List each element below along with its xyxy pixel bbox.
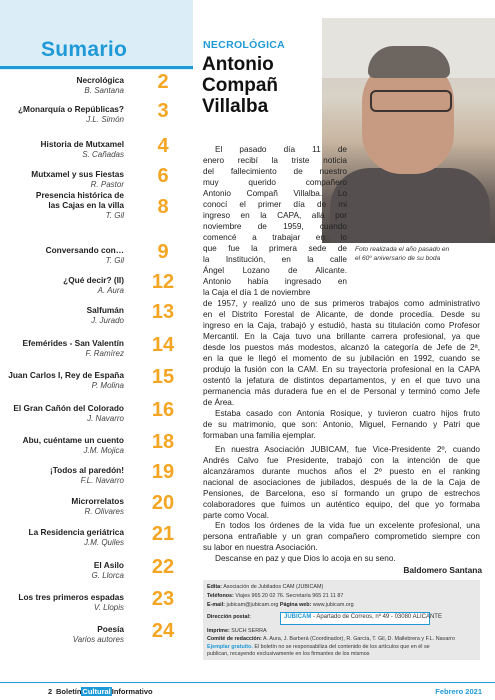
toc-item-author: R. Pastor [90, 180, 124, 189]
text-line: En todos los órdenes de la vida fue un excelente profesional, una [215, 521, 480, 530]
web-link[interactable]: www.jubicam.org [312, 602, 354, 608]
text-line: su labor en nuestra Asociación. [203, 543, 318, 552]
toc-item-title: Salfumán [86, 305, 124, 315]
toc-item-title: Presencia histórica de [35, 190, 124, 200]
toc-item-author: J.M. Quiles [83, 538, 124, 547]
text-line: de su matrimonio, que son: Antonio, Miguel, Fernando y Patri que [203, 420, 480, 429]
toc-item-author: F. Ramírez [85, 349, 124, 358]
toc-item-page: 18 [151, 431, 175, 453]
text-line: permanencia más duradera fue en el de Personal y terminó como Jefe [203, 387, 480, 396]
issue-date: Febrero 2021 [435, 687, 482, 696]
toc-item-author: P. Molina [91, 381, 124, 390]
toc-item-author: Varios autores [72, 635, 124, 644]
toc-item-page: 6 [157, 165, 169, 187]
text-line: Descanse en paz y que Dios lo acoja en su seno. [215, 554, 396, 563]
toc-item-author: J. Navarro [87, 414, 124, 423]
portrait-photo [322, 18, 495, 243]
text-line: persona entrañable y un gran compañero comprometido siempre con [203, 532, 480, 541]
text-line: El pasado día 11 de [215, 145, 347, 154]
toc-item-page: 13 [151, 301, 175, 323]
text-line: en el Distrito Forestal de Alicante, de donde procedía. Desde su [203, 310, 480, 319]
toc-item-page: 4 [157, 135, 169, 157]
paragraph-5 [203, 553, 480, 564]
toc-item-title: La Residencia geriátrica [28, 527, 124, 537]
toc-item-page: 16 [151, 399, 175, 421]
text-line: formaban una familia ejemplar. [203, 431, 316, 440]
toc-item-title: las Cajas en la villa [48, 200, 124, 210]
toc-item-title: Mutxamel y sus Fiestas [31, 169, 124, 179]
toc-item-page: 22 [151, 556, 175, 578]
paragraph-4 [203, 520, 480, 553]
table-of-contents [0, 0, 193, 682]
toc-item-page: 2 [157, 71, 169, 93]
text-line: Antonio Compañ Villalba. Lo [203, 189, 347, 198]
toc-item-title: El Asilo [93, 560, 124, 570]
toc-item-title: ¡Todos al paredón! [49, 465, 124, 475]
credits-email: E-mail: jubicam@jubicam.org Página web: www.jubicam.org [207, 602, 354, 608]
text-line: la Institución, en la calle [203, 255, 347, 264]
email-link[interactable]: jubicam@jubicam.org [226, 602, 279, 608]
toc-item[interactable] [0, 620, 193, 660]
toc-item-author: V. Llopis [93, 603, 124, 612]
page-footer [0, 682, 495, 700]
text-line: del fallecimiento de nuestro [203, 167, 347, 176]
toc-item-title: Juan Carlos I, Rey de España [8, 370, 124, 380]
toc-item-author: T. Gil [105, 256, 124, 265]
text-line: parte como Vocal. [203, 511, 270, 520]
text-line: produjo la fusión con la CAM. En su trayectoria profesional en la CAPA [203, 365, 480, 374]
toc-item-author: S. Cañadas [82, 150, 124, 159]
text-line: ingreso en la CAPA, allá por [203, 211, 347, 220]
credits-committee: Comité de redacción: A. Aura, J. Barberá (Coordinador), R. García, T. Gil, D. Mallebrera y F.L. Navarro [207, 636, 455, 642]
toc-item-title: Necrológica [76, 75, 124, 85]
paragraph-3 [203, 444, 480, 521]
credits-disclaimer-2: publican, recayendo exclusivamente en los firmantes de los mismos [207, 651, 370, 657]
toc-item-title: Abu, cuéntame un cuento [22, 435, 124, 445]
text-line: conocí el primer día de mi [203, 200, 347, 209]
toc-item-title: El Gran Cañón del Colorado [13, 403, 124, 413]
toc-item-author: T. Gil [105, 211, 124, 220]
publication-name: BoletínCulturalInformativo [56, 687, 153, 696]
toc-item-author: J.M. Mojica [83, 446, 124, 455]
credits-edita: Edita: Asociación de Jubilados CAM (JUBICAM) [207, 584, 324, 590]
toc-item-page: 21 [151, 523, 175, 545]
paragraph-1-narrow [203, 144, 347, 298]
text-line: ingreso en la Caja, trabajó y estudió, hasta su titulación como Profesor [203, 321, 480, 330]
text-line: en la que le llegó el momento de su jubilación en 1992, cuando se [203, 354, 480, 363]
toc-item-title: Conversando con… [45, 245, 124, 255]
text-line: desde los puestos más modestos, alcanzó la categoría de Jefe de 2ª, [203, 343, 480, 352]
toc-item-author: A. Aura [97, 286, 124, 295]
toc-item-author: J. Jurado [91, 316, 124, 325]
text-line: comencé a trabajar en lo [203, 233, 347, 242]
credits-postal: Dirección postal: [207, 614, 251, 620]
headline-line: Villalba [202, 96, 269, 117]
toc-item-title: ¿Qué decir? (II) [63, 275, 124, 285]
text-line: Mercantil. En la Caja tuvo una brillante carrera profesional, ya que [203, 332, 480, 341]
article-headline [202, 54, 278, 117]
credits-disclaimer: Ejemplar gratuito. El boletín no se responsabiliza del contenido de los artículos que en él se [207, 644, 430, 650]
toc-item-title: ¿Monarquía o Repúblicas? [17, 104, 124, 114]
text-line: muy querido compañero [203, 178, 347, 187]
text-line: alcanzáramos durante muchos años el 2º puesto en el ranking [203, 467, 480, 476]
toc-item-page: 8 [157, 196, 169, 218]
toc-item-title: Poesía [97, 624, 124, 634]
text-line: enero recibí la triste noticia [203, 156, 347, 165]
toc-item-page: 23 [151, 588, 175, 610]
paragraph-1-wide [203, 298, 480, 408]
toc-item-page: 9 [157, 241, 169, 263]
text-line: Andrés Calvo fue Presidente, trabajó con la intención de que [203, 456, 480, 465]
toc-item-author: J.L. Simón [86, 115, 124, 124]
text-line: Estaba casado con Antonia Rosique, y tuvieron cuatro hijos fruto [215, 409, 480, 418]
text-line: la Caja el día 1 de noviembre [203, 288, 311, 297]
toc-item-author: B. Santana [84, 86, 124, 95]
toc-divider [0, 66, 193, 69]
headline-line: Antonio [202, 54, 274, 75]
text-line: ostentó la jefatura de distintos departamentos, y en el que tuvo una [203, 376, 480, 385]
text-line: que fue la primera sede de [203, 244, 347, 253]
toc-item-title: Efemérides - San Valentín [22, 338, 124, 348]
toc-item-page: 14 [151, 334, 175, 356]
text-line: de 1957, y realizó uno de sus primeros trabajos como administrativo [203, 299, 480, 308]
photo-caption: Foto realizada el año pasado en el 60º aniversario de su boda [355, 246, 450, 262]
text-line: nacional de asociaciones de jubilados, después de la de la Caja de [203, 478, 480, 487]
toc-item-title: Microrrelatos [71, 496, 124, 506]
credits-phones: Teléfonos: Viajes 965 20 02 76. Secretaría 965 21 11 87 [207, 593, 344, 599]
toc-item-title: Los tres primeros espadas [18, 592, 124, 602]
credits-postal-address: JUBICAM - Apartado de Correos, nº 49 - 03080 ALICANTE [284, 614, 442, 620]
text-line: colaboradores que fuimos un auténtico equipo, del que yo formaba [203, 500, 480, 509]
toc-item-author: R. Olivares [84, 507, 124, 516]
credits-printer: Imprime: SUCH SERRA [207, 628, 267, 634]
toc-item-page: 19 [151, 461, 175, 483]
text-line: Pensiones, de Barcelona, eso sí formando un grupo de estrechos [203, 489, 480, 498]
text-line: noviembre de 1959, cuando [203, 222, 347, 231]
headline-line: Compañ [202, 75, 278, 96]
toc-item-author: G. Llorca [91, 571, 124, 580]
toc-item-page: 24 [151, 620, 175, 642]
toc-item-page: 3 [157, 100, 169, 122]
text-line: En nuestra Asociación JUBICAM, fue Vice-Presidente 2º, cuando [215, 445, 480, 454]
toc-item[interactable] [0, 190, 193, 236]
text-line: Ángel Lozano de Alicante. [203, 266, 347, 275]
toc-title: Sumario [41, 38, 128, 61]
toc-item-title: Historia de Mutxamel [40, 139, 124, 149]
page-number: 2 [48, 687, 53, 696]
toc-item-page: 12 [151, 271, 175, 293]
toc-item-page: 20 [151, 492, 175, 514]
text-line: de Área. [203, 398, 235, 407]
section-kicker: NECROLÓGICA [203, 39, 286, 51]
paragraph-2 [203, 408, 480, 441]
text-line: Antonio había ingresado en [203, 277, 347, 286]
toc-item-page: 15 [151, 366, 175, 388]
author-signature: Baldomero Santana [403, 565, 482, 575]
toc-item-author: F.L. Navarro [80, 476, 124, 485]
